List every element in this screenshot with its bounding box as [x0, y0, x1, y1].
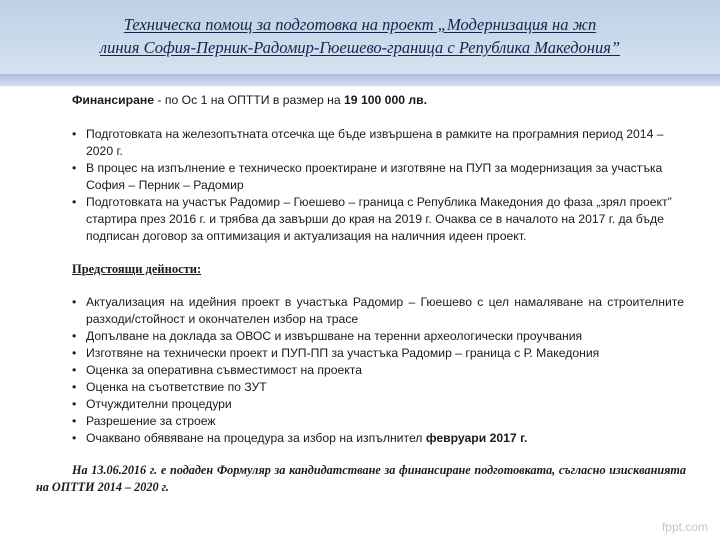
list-item: • Оценка на съответствие по ЗУТ [72, 379, 684, 396]
list-item: • Допълване на доклада за ОВОС и извършване на теренни археологически проучвания [72, 328, 684, 345]
procedure-date: февруари 2017 г. [425, 431, 528, 445]
upcoming-heading: Предстоящи дейности: [72, 262, 202, 276]
financing-text: - по Ос 1 на ОПТТИ в размер на [154, 93, 345, 107]
title-header [0, 0, 720, 86]
slide-content [0, 86, 720, 540]
title-line-1: Техническа помощ за подготовка на проект „Модернизация на жп [123, 15, 597, 34]
slide-title [20, 13, 700, 59]
title-line-2: линия София-Перник-Радомир-Гюешево-граница с Република Македония” [99, 38, 621, 57]
list-item: • Подготовката на участък Радомир – Гюешево – граница с Република Македония до фаза „зрял проект” стартира през 2016 г. и трябва да завърши до края на 2019 г. Очаква се в началото на 2017 г. да бъде подписан договор за оптимизация и актуализация на наличния идеен проект. [72, 194, 684, 245]
list-item: • Оценка за оперативна съвместимост на проекта [72, 362, 684, 379]
financing-paragraph [72, 92, 427, 109]
list-item: • Отчуждителни процедури [72, 396, 684, 413]
procedure-text: Очаквано обявяване на процедура за избор на изпълнител [86, 431, 426, 445]
list-item: • В процес на изпълнение е техническо проектиране и изготвяне на ПУП за модернизация за участъка София – Перник – Радомир [72, 160, 684, 194]
financing-amount: 19 100 000 лв. [344, 93, 428, 107]
upcoming-activities-list [72, 294, 684, 447]
list-item-procedure [72, 430, 684, 447]
preparation-list [72, 126, 684, 245]
list-item: • Актуализация на идейния проект в участъка Радомир – Гюешево с цел намаляване на строителните разходи/стойност и окончателен избор на трасе [72, 294, 684, 328]
list-item: • Изготвяне на технически проект и ПУП-ПП за участъка Радомир – граница с Р. Македония [72, 345, 684, 362]
financing-label: Финансиране [72, 93, 155, 107]
fppt-watermark: fppt.com [661, 520, 708, 534]
list-item: • Разрешение за строеж [72, 413, 684, 430]
final-note: На 13.06.2016 г. е подаден Формуляр за кандидатстване за финансиране подготовката, съгласно изискванията на ОПТТИ 2014 – 2020 г. [36, 463, 686, 494]
list-item: • Подготовката на железопътната отсечка ще бъде извършена в рамките на програмния период 2014 – 2020 г. [72, 126, 684, 160]
